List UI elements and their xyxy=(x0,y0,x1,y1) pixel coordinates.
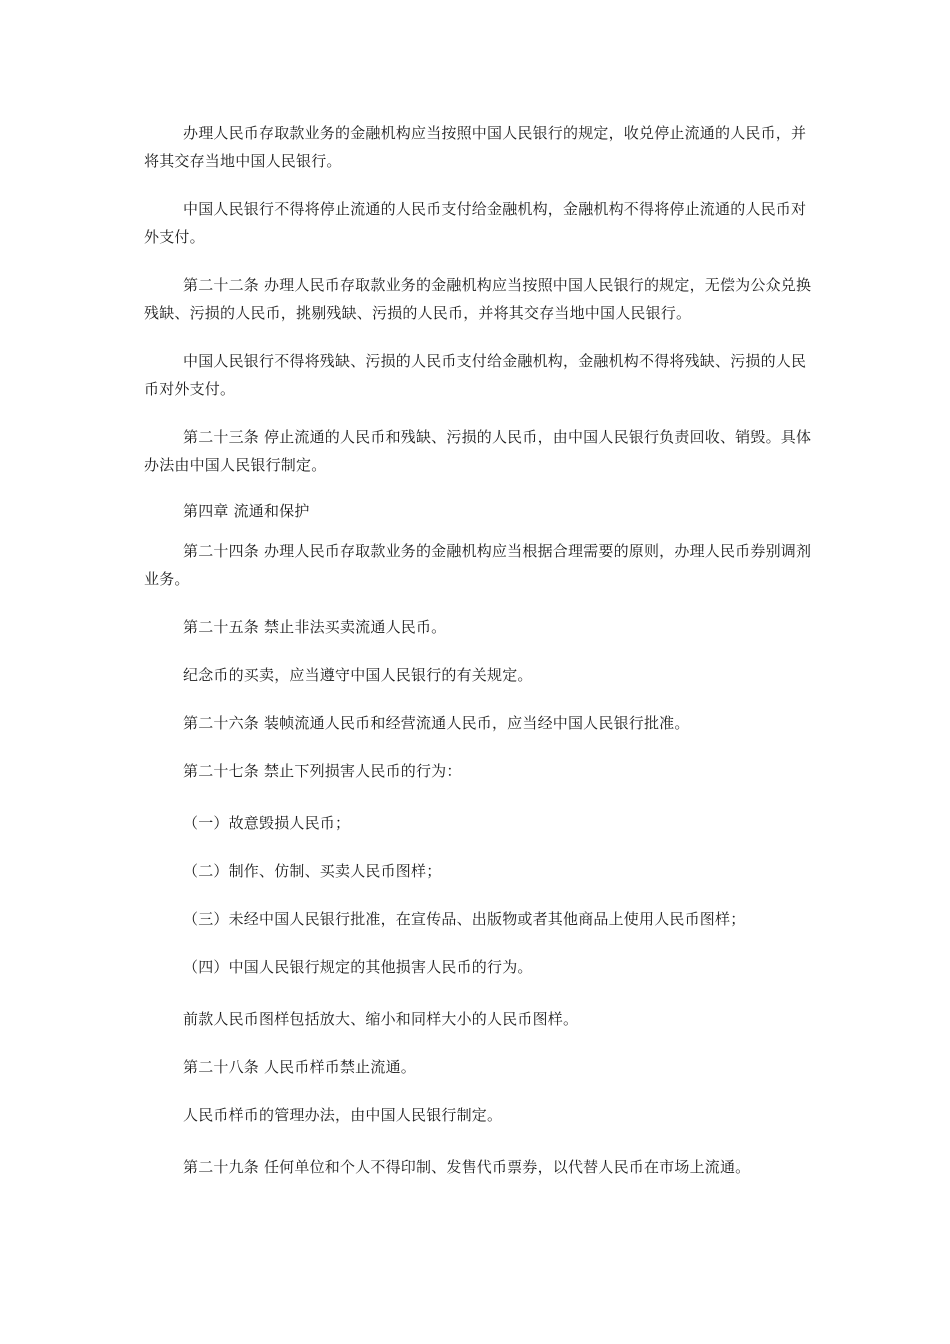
paragraph: 前款人民币图样包括放大、缩小和同样大小的人民币图样。 xyxy=(183,1010,579,1028)
paragraph: 第二十二条 办理人民币存取款业务的金融机构应当按照中国人民银行的规定，无偿为公众兑换残缺、污损的人民币，挑剔残缺、污损的人民币，并将其交存当地中国人民银行。 xyxy=(144,276,812,322)
list-item: （三）未经中国人民银行批准，在宣传品、出版物或者其他商品上使用人民币图样； xyxy=(183,910,746,928)
paragraph: 办理人民币存取款业务的金融机构应当按照中国人民银行的规定，收兑停止流通的人民币，并将其交存当地中国人民银行。 xyxy=(144,124,807,170)
paragraph: 中国人民银行不得将残缺、污损的人民币支付给金融机构，金融机构不得将残缺、污损的人民币对外支付。 xyxy=(144,352,807,398)
list-item: （一）故意毁损人民币； xyxy=(183,814,351,832)
paragraph: 第二十八条 人民币样币禁止流通。 xyxy=(183,1058,416,1076)
paragraph: 纪念币的买卖，应当遵守中国人民银行的有关规定。 xyxy=(183,666,533,684)
paragraph: 第二十三条 停止流通的人民币和残缺、污损的人民币，由中国人民银行负责回收、销毁。具体办法由中国人民银行制定。 xyxy=(144,428,812,474)
chapter-heading: 第四章 流通和保护 xyxy=(183,502,310,520)
paragraph: 第二十四条 办理人民币存取款业务的金融机构应当根据合理需要的原则，办理人民币券别调剂业务。 xyxy=(144,542,812,588)
paragraph: 第二十七条 禁止下列损害人民币的行为： xyxy=(183,762,462,780)
paragraph: 第二十六条 装帧流通人民币和经营流通人民币，应当经中国人民银行批准。 xyxy=(183,714,690,732)
list-item: （四）中国人民银行规定的其他损害人民币的行为。 xyxy=(183,958,533,976)
paragraph: 第二十五条 禁止非法买卖流通人民币。 xyxy=(183,618,447,636)
paragraph: 中国人民银行不得将停止流通的人民币支付给金融机构，金融机构不得将停止流通的人民币对外支付。 xyxy=(144,200,807,246)
list-item: （二）制作、仿制、买卖人民币图样； xyxy=(183,862,442,880)
paragraph: 人民币样币的管理办法，由中国人民银行制定。 xyxy=(183,1106,503,1124)
paragraph: 第二十九条 任何单位和个人不得印制、发售代币票券，以代替人民币在市场上流通。 xyxy=(183,1158,751,1176)
